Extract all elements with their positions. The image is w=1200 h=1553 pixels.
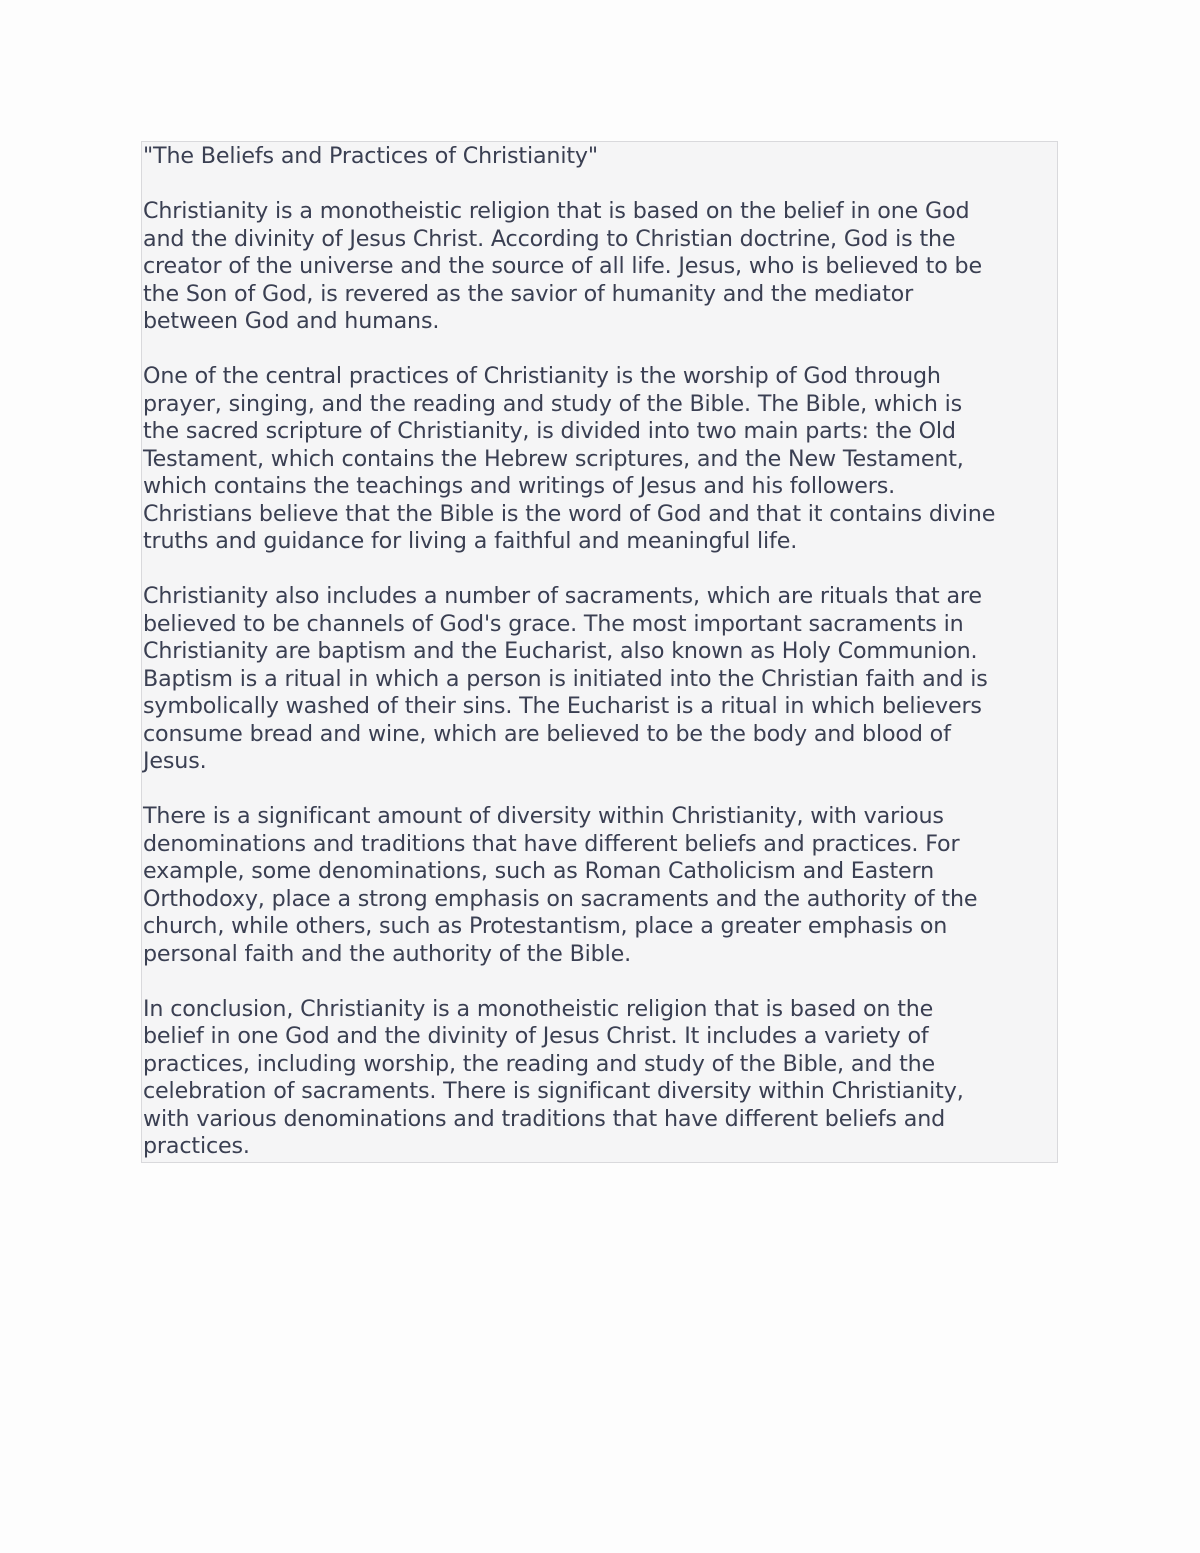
essay-title: "The Beliefs and Practices of Christianity" — [143, 143, 598, 169]
essay-paragraph-5: In conclusion, Christianity is a monotheistic religion that is based on the belief in one God and the divinity of Jesus Christ. It includes a variety of practices, including worship, the reading and study of the Bible, and the celebration of sacraments. There is significant diversity within Christianity, with various denominations and traditions that have different beliefs and practices. — [143, 995, 964, 1159]
essay-paragraph-4: There is a significant amount of diversity within Christianity, with various denominations and traditions that have different beliefs and practices. For example, some denominations, such as Roman Catholicism and Eastern Orthodoxy, place a strong emphasis on sacraments and the authority of the church, while others, such as Protestantism, place a greater emphasis on personal faith and the authority of the Bible. — [143, 803, 978, 967]
essay-text-box — [141, 141, 1058, 1163]
essay-paragraph-2: One of the central practices of Christianity is the worship of God through prayer, singing, and the reading and study of the Bible. The Bible, which is the sacred scripture of Christianity, is divided into two main parts: the Old Testament, which contains the Hebrew scriptures, and the New Testament, which contains the teachings and writings of Jesus and his followers. Christians believe that the Bible is the word of God and that it contains divine truths and guidance for living a faithful and meaningful life. — [143, 363, 996, 554]
essay-paragraph-3: Christianity also includes a number of sacraments, which are rituals that are believed to be channels of God's grace. The most important sacraments in Christianity are baptism and the Eucharist, also known as Holy Communion. Baptism is a ritual in which a person is initiated into the Christian faith and is symbolically washed of their sins. The Eucharist is a ritual in which believers consume bread and wine, which are believed to be the body and blood of Jesus. — [143, 583, 988, 774]
essay-paragraph-1: Christianity is a monotheistic religion that is based on the belief in one God and the divinity of Jesus Christ. According to Christian doctrine, God is the creator of the universe and the source of all life. Jesus, who is believed to be the Son of God, is revered as the savior of humanity and the mediator between God and humans. — [143, 198, 982, 334]
